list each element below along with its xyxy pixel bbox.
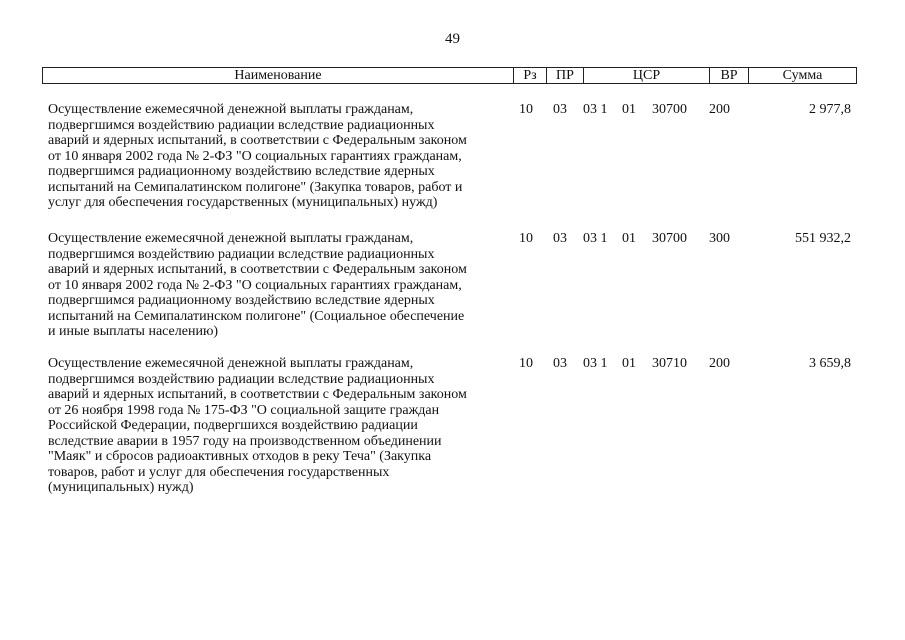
- row-csr-program: 03 1: [583, 102, 608, 117]
- header-pr: ПР: [547, 68, 584, 83]
- row-csr-program: 03 1: [583, 356, 608, 371]
- row-sum: 551 932,2: [795, 231, 851, 246]
- row-vr: 300: [709, 231, 730, 246]
- row-description: Осуществление ежемесячной денежной выплаты гражданам, подвергшимся воздействию радиации вследствие радиационных аварий и ядерных испытаний, в соответствии с Федеральным законом от 10 января 2002 года № 2-ФЗ "О социальных гарантиях гражданам, подвергшимся радиационному воздействию вследствие ядерных испытаний на Семипалатинском полигоне" (Социальное обеспечение и иные выплаты населению): [48, 231, 467, 339]
- row-pr: 03: [553, 231, 567, 246]
- row-description: Осуществление ежемесячной денежной выплаты гражданам, подвергшимся воздействию радиации вследствие радиационных аварий и ядерных испытаний, в соответствии с Федеральным законом от 10 января 2002 года № 2-ФЗ "О социальных гарантиях гражданам, подвергшимся радиационному воздействию вследствие ядерных испытаний на Семипалатинском полигоне" (Закупка товаров, работ и услуг для обеспечения государственных (муниципальных) нужд): [48, 102, 467, 210]
- row-rz: 10: [519, 356, 533, 371]
- row-csr-sub: 01: [622, 231, 636, 246]
- header-sum: Сумма: [782, 68, 823, 83]
- row-rz: 10: [519, 231, 533, 246]
- row-csr-sub: 01: [622, 356, 636, 371]
- table-header: [42, 67, 857, 84]
- row-pr: 03: [553, 102, 567, 117]
- header-csr: ЦСР: [584, 68, 710, 83]
- row-csr-sub: 01: [622, 102, 636, 117]
- row-vr: 200: [709, 102, 730, 117]
- row-sum: 2 977,8: [809, 102, 851, 117]
- page-number: 49: [445, 31, 460, 47]
- header-rz: Рз: [514, 68, 547, 83]
- header-vr: ВР: [710, 68, 749, 83]
- row-pr: 03: [553, 356, 567, 371]
- row-description: Осуществление ежемесячной денежной выплаты гражданам, подвергшимся воздействию радиации вследствие радиационных аварий и ядерных испытаний, в соответствии с Федеральным законом от 26 ноября 1998 года № 175-ФЗ "О социальной защите граждан Российской Федерации, подвергшихся воздействию радиации вследствие аварии в 1957 году на производственном объединении "Маяк" и сбросов радиоактивных отходов в реку Теча" (Закупка товаров, работ и услуг для обеспечения государственных (муниципальных) нужд): [48, 356, 467, 495]
- row-csr-code: 30710: [652, 356, 687, 371]
- row-vr: 200: [709, 356, 730, 371]
- row-sum: 3 659,8: [809, 356, 851, 371]
- row-csr-program: 03 1: [583, 231, 608, 246]
- header-name: Наименование: [43, 68, 514, 83]
- row-csr-code: 30700: [652, 231, 687, 246]
- row-csr-code: 30700: [652, 102, 687, 117]
- row-rz: 10: [519, 102, 533, 117]
